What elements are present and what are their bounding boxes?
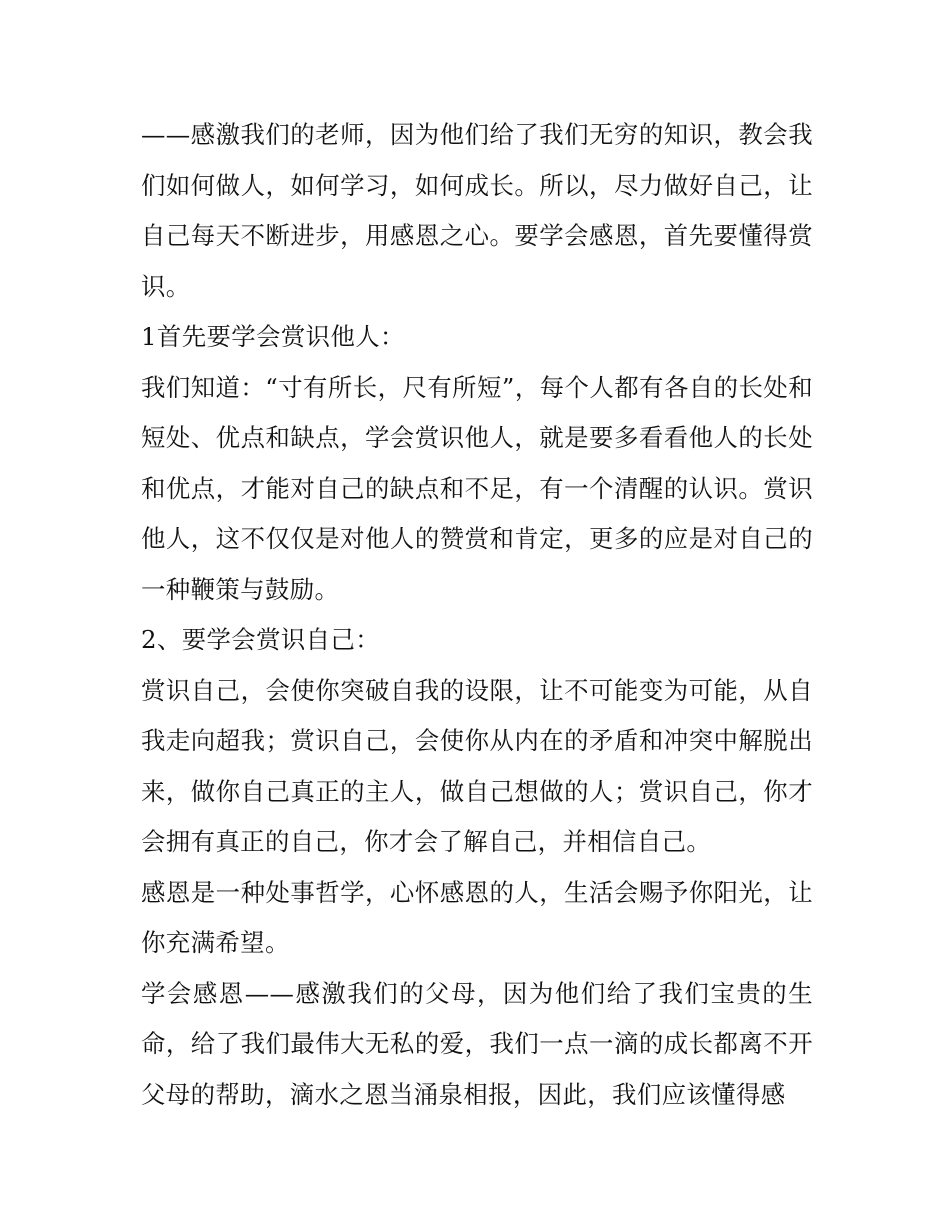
paragraph-thank-teachers: ——感激我们的老师，因为他们给了我们无穷的知识，教会我们如何做人，如何学习，如何成长。所以，尽力做好自己，让自己每天不断进步，用感恩之心。要学会感恩，首先要懂得赏识。: [141, 120, 813, 301]
heading-appreciate-self: 2、要学会赏识自己：: [141, 625, 381, 654]
paragraph-appreciate-self: 赏识自己，会使你突破自我的设限，让不可能变为可能，从自我走向超我；赏识自己，会使你从内在的矛盾和冲突中解脱出来，做你自己真正的主人，做自己想做的人；赏识自己，你才会拥有真正的自己，你才会了解自己，并相信自己。: [141, 675, 813, 856]
paragraph-gratitude-philosophy: 感恩是一种处事哲学，心怀感恩的人，生活会赐予你阳光，让你充满希望。: [141, 877, 813, 957]
paragraph-thank-parents: 学会感恩——感激我们的父母，因为他们给了我们宝贵的生命，给了我们最伟大无私的爱，我们一点一滴的成长都离不开父母的帮助，滴水之恩当涌泉相报，因此，我们应该懂得感: [141, 978, 813, 1109]
heading-appreciate-others: 1首先要学会赏识他人：: [141, 322, 405, 351]
paragraph-appreciate-others: 我们知道：“寸有所长，尺有所短”，每个人都有各自的长处和短处、优点和缺点，学会赏识他人，就是要多看看他人的长处和优点，才能对自己的缺点和不足，有一个清醒的认识。赏识他人，这不仅仅是对他人的赞赏和肯定，更多的应是对自己的一种鞭策与鼓励。: [141, 372, 813, 604]
document-body: [141, 110, 813, 1120]
